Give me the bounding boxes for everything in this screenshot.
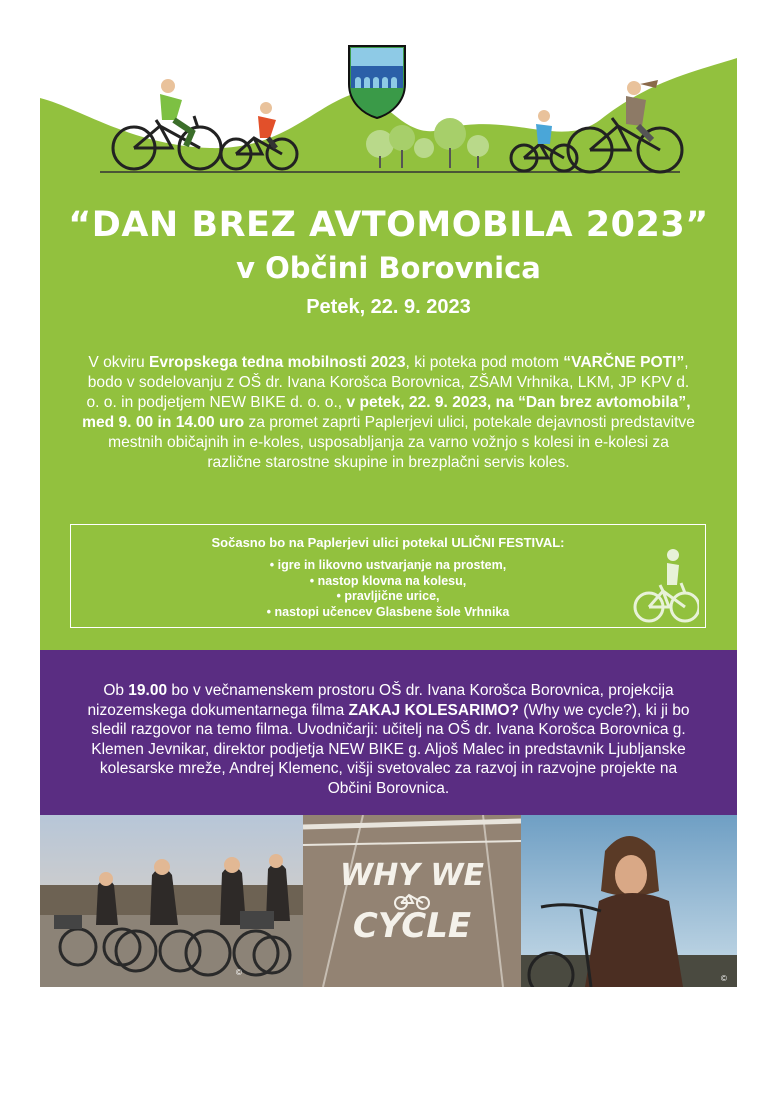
photo-woman-cyclist xyxy=(521,815,737,987)
coat-of-arms-icon xyxy=(347,44,407,120)
tree-icon xyxy=(362,118,512,168)
list-item: • nastopi učencev Glasbene šole Vrhnika xyxy=(266,604,510,619)
festival-box xyxy=(70,524,706,628)
list-item: • igre in likovno ustvarjanje na prostem, xyxy=(269,558,507,572)
list-item: • nastop klovna na kolesu, xyxy=(309,573,467,588)
event-title: “DAN BREZ AVTOMOBILA 2023” xyxy=(68,205,709,245)
list-item: • pravljične urice, xyxy=(336,589,440,603)
event-subtitle: v Občini Borovnica xyxy=(236,251,541,285)
copyright-mark: © xyxy=(721,974,727,983)
intro-paragraph: V okviru Evropskega tedna mobilnosti 2023, ki poteka pod motom “VARČNE POTI”, bodo v sodelovanju z OŠ dr. Ivana Korošca Borovnica, ZŠAM Vrhnika, LKM, JP KPV d. o. o. in podjetjem NEW BIKE d. o. o., v petek, 22. 9. 2023, na “Dan brez avtomobila”, med 9. 00 in 14.00 uro za promet zaprti Paplerjevi ulici, potekale dejavnosti predstavitve mestnih običajnih in e-koles, usposabljanja za varno vožnjo s kolesi in e-kolesi za različne starostne skupine in brezplačni servis koles. xyxy=(82,354,695,471)
cyclist-icon xyxy=(110,76,310,174)
poster-line-2: CYCLE xyxy=(352,906,472,946)
copyright-mark: © xyxy=(236,968,242,977)
evening-program-section xyxy=(40,650,737,815)
poster-line-1: WHY WE xyxy=(340,858,484,893)
festival-list xyxy=(71,558,705,620)
green-section xyxy=(40,0,737,650)
bicycle-icon xyxy=(633,547,699,625)
photo-cyclists-street xyxy=(40,815,303,987)
festival-heading: Sočasno bo na Paplerjevi ulici potekal ULIČNI FESTIVAL: xyxy=(211,535,565,550)
cyclist-icon xyxy=(508,78,708,176)
photo-why-we-cycle-poster xyxy=(303,815,521,987)
evening-paragraph: Ob 19.00 bo v večnamenskem prostoru OŠ dr. Ivana Korošca Borovnica, projekcija nizozemskega dokumentarnega filma ZAKAJ KOLESARIMO? (Why we cycle?), ki ji bo sledil razgovor na temo filma. Uvodničarji: učitelj na OŠ dr. Ivana Korošca Borovnica g. Klemen Jevnikar, direktor podjetja NEW BIKE g. Aljoš Malec in predstavnik Ljubljanske kolesarske mreže, Andrej Klemenc, višji svetovalec za razvoj in razvojne projekte na Občini Borovnica. xyxy=(87,682,690,797)
event-date: Petek, 22. 9. 2023 xyxy=(306,296,471,318)
photo-strip xyxy=(40,815,737,987)
